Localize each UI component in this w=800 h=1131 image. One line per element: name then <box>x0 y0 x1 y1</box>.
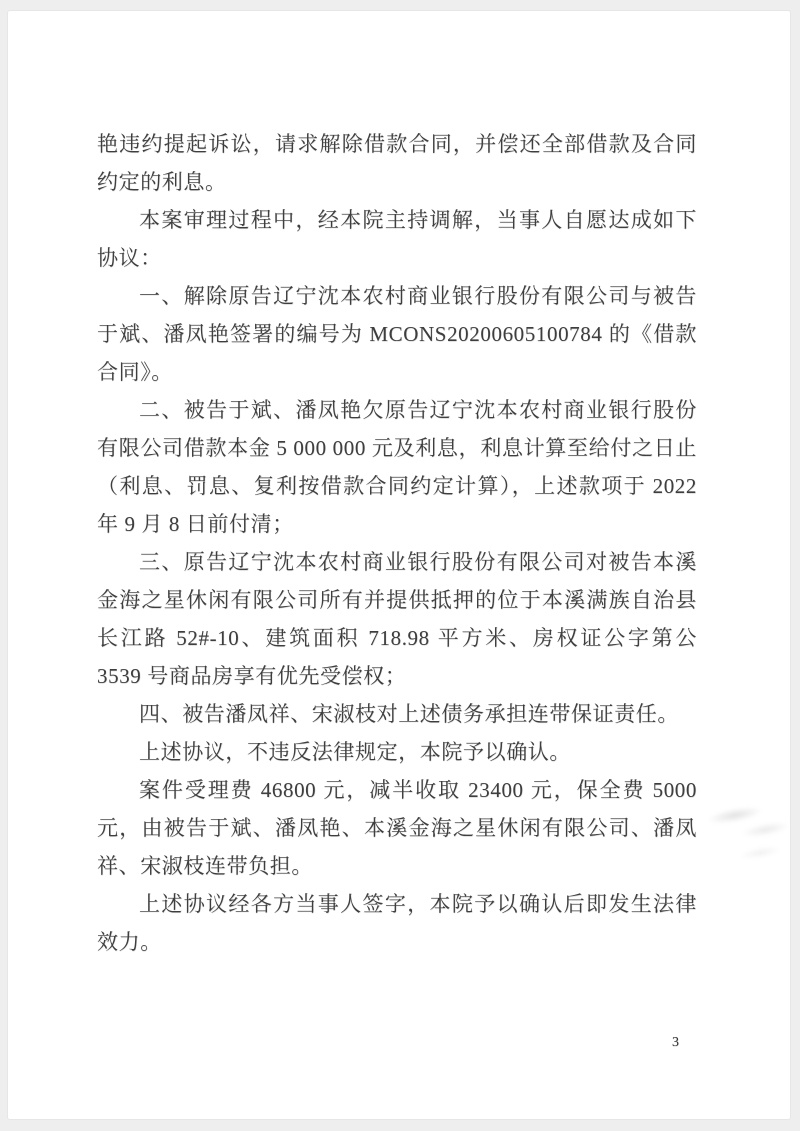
document-body <box>97 125 697 961</box>
paragraph-mediation-intro: 本案审理过程中，经本院主持调解，当事人自愿达成如下协议： <box>97 208 697 270</box>
paragraph-clause-4: 四、被告潘凤祥、宋淑枝对上述债务承担连带保证责任。 <box>139 702 679 726</box>
paragraph-clause-1: 一、解除原告辽宁沈本农村商业银行股份有限公司与被告于斌、潘凤艳签署的编号为 MCONS20200605100784 的《借款合同》。 <box>97 284 697 384</box>
paragraph-confirmation: 上述协议，不违反法律规定，本院予以确认。 <box>139 740 571 764</box>
paragraph-court-fees: 案件受理费 46800 元，减半收取 23400 元，保全费 5000 元，由被告于斌、潘凤艳、本溪金海之星休闲有限公司、潘凤祥、宋淑枝连带负担。 <box>97 778 697 878</box>
paragraph-clause-3: 三、原告辽宁沈本农村商业银行股份有限公司对被告本溪金海之星休闲有限公司所有并提供抵押的位于本溪满族自治县长江路 52#-10、建筑面积 718.98 平方米、房权证公字第公 3539 号商品房享有优先受偿权； <box>97 550 697 688</box>
paragraph-legal-effect: 上述协议经各方当事人签字，本院予以确认后即发生法律效力。 <box>97 892 697 954</box>
paragraph-continuation: 艳违约提起诉讼，请求解除借款合同，并偿还全部借款及合同约定的利息。 <box>97 132 697 194</box>
scan-artifact <box>700 786 800 879</box>
paragraph-clause-2: 二、被告于斌、潘凤艳欠原告辽宁沈本农村商业银行股份有限公司借款本金 5 000 000 元及利息，利息计算至给付之日止（利息、罚息、复利按借款合同约定计算），上述款项于 2022 年 9 月 8 日前付清； <box>97 398 697 536</box>
page-number: 3 <box>672 1035 679 1050</box>
